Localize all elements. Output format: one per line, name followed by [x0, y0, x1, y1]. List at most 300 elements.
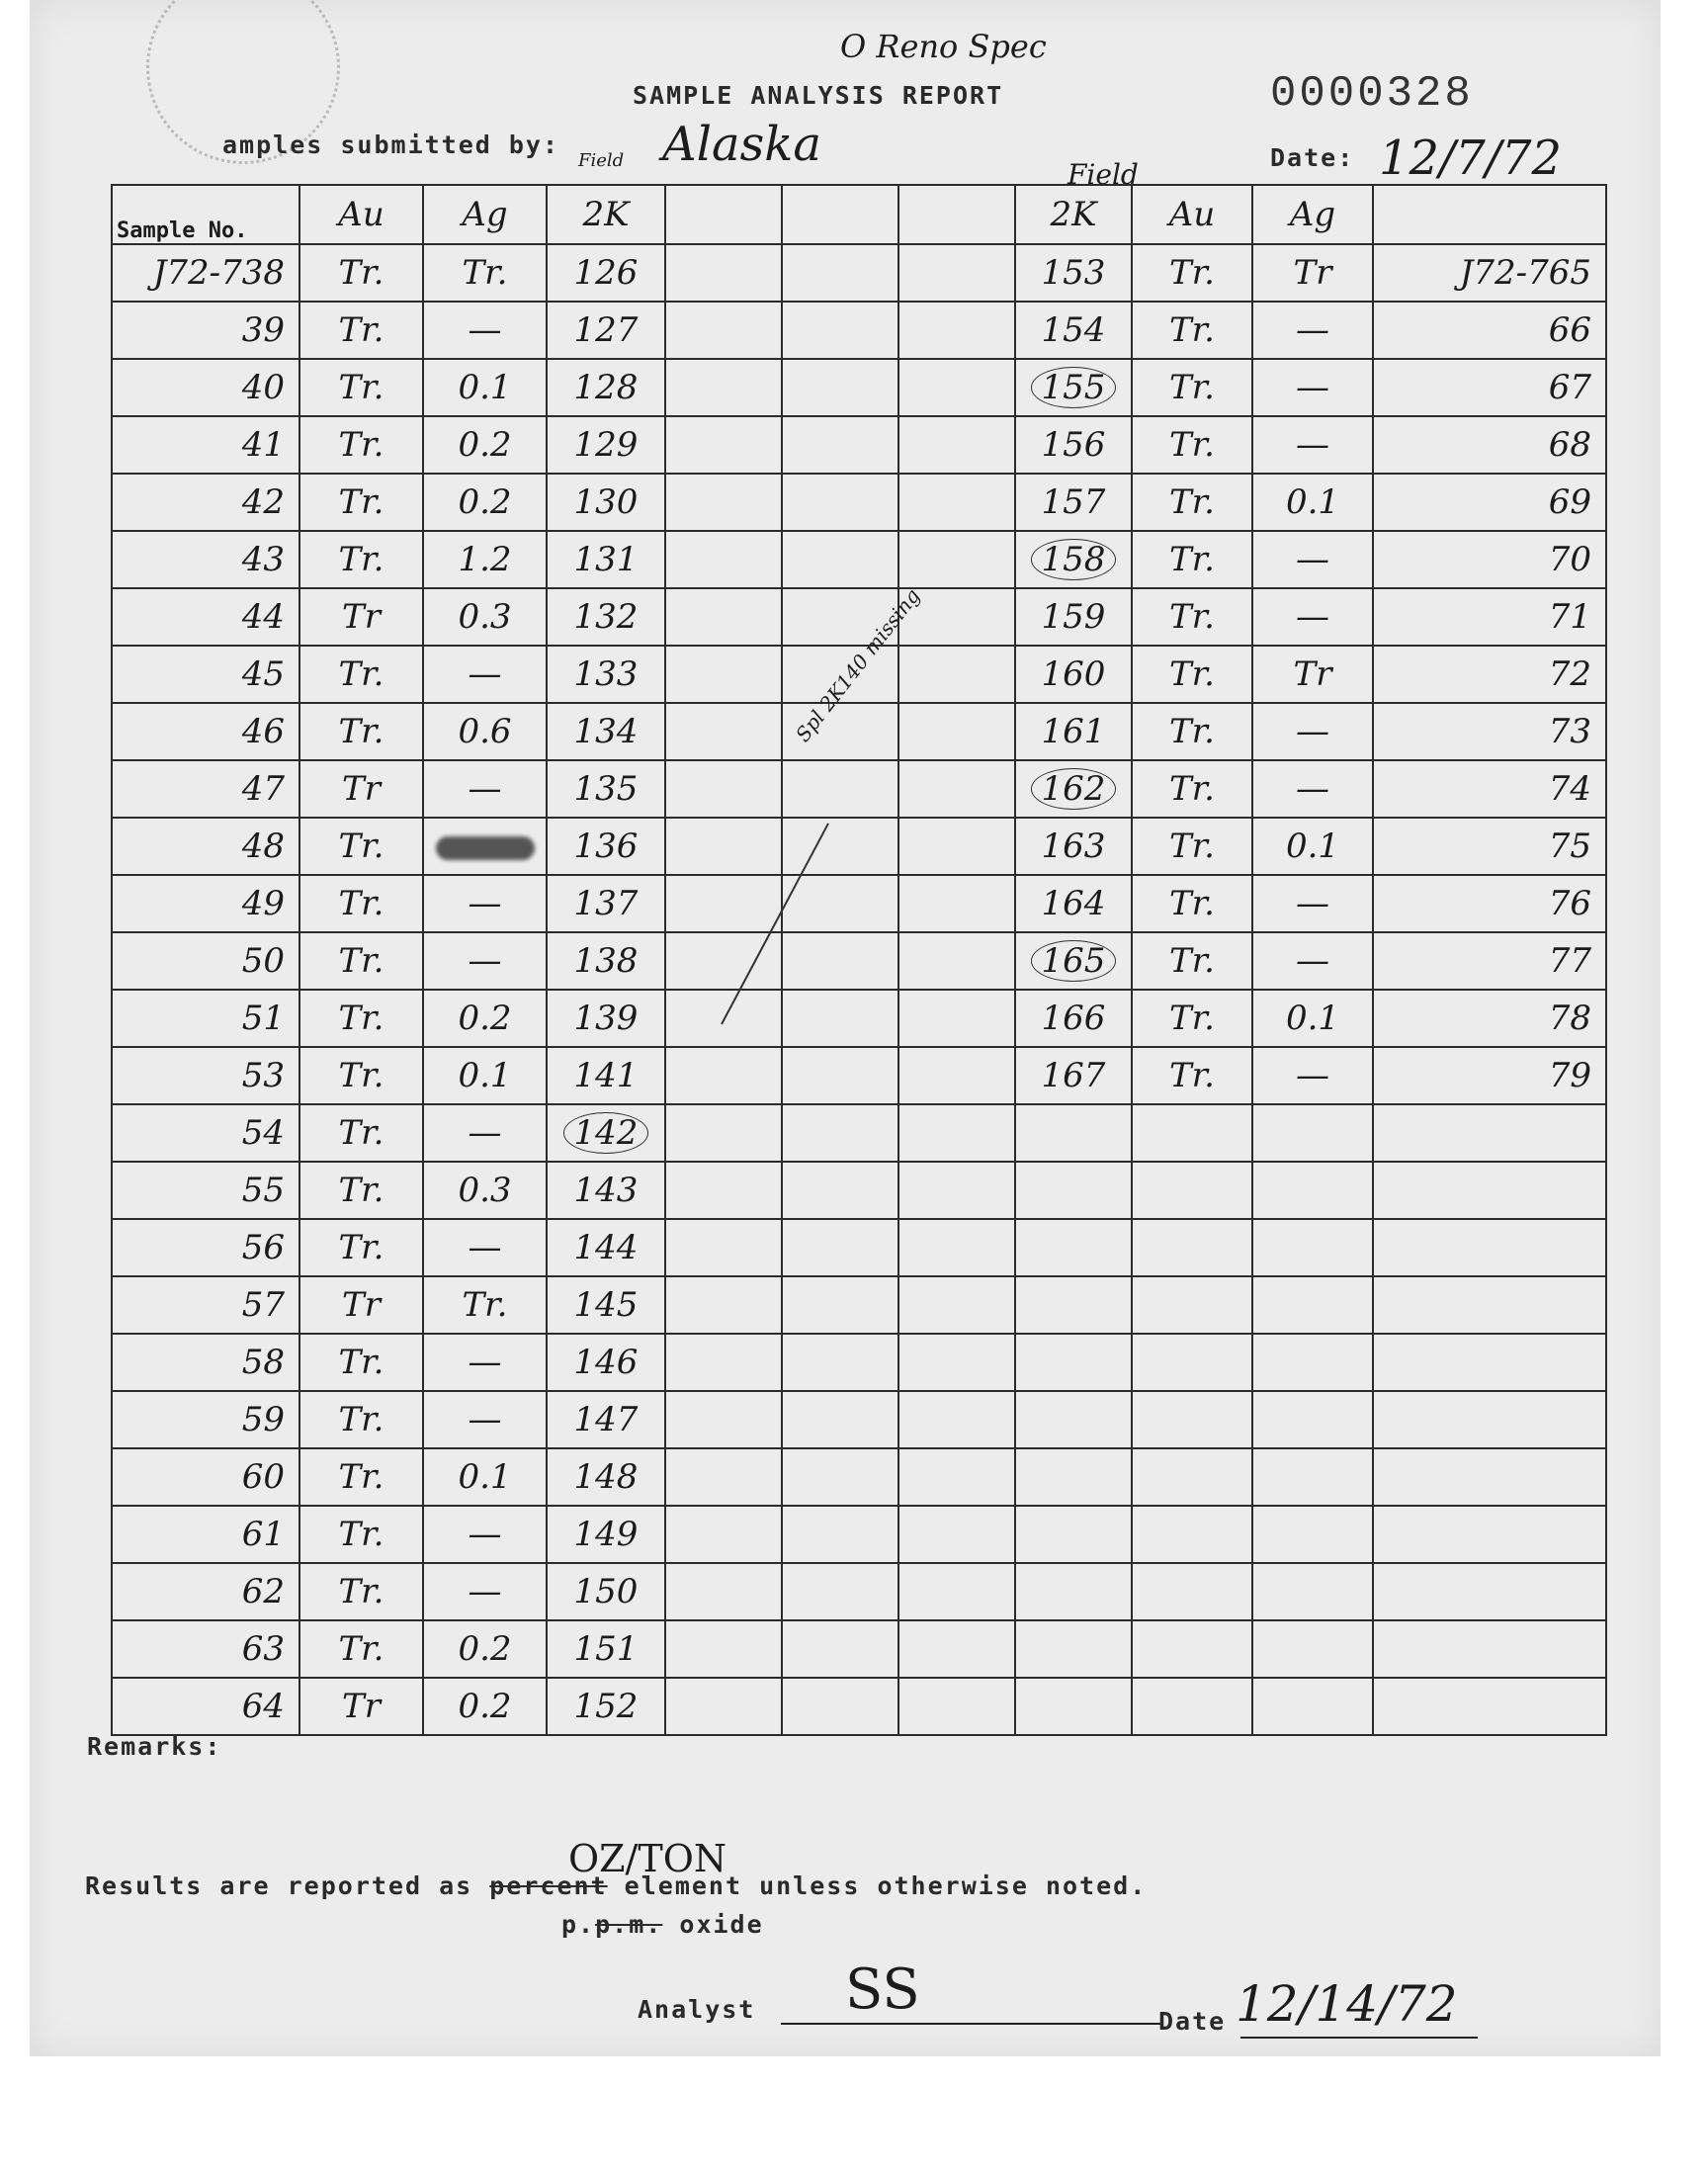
- ag-cell-right: 0.1: [1252, 818, 1373, 875]
- empty-cell: [665, 1334, 782, 1391]
- au-cell: Tr.: [299, 1219, 423, 1276]
- results-line2: [561, 1910, 764, 1939]
- date-value: 12/7/72: [1379, 130, 1563, 186]
- 2k-cell: 134: [547, 703, 665, 760]
- ag-cell-right: Tr: [1252, 646, 1373, 703]
- empty-cell: [782, 1219, 898, 1276]
- empty-cell: [782, 875, 898, 932]
- table-row: [112, 1391, 1606, 1448]
- 2k-cell: 128: [547, 359, 665, 416]
- sample-number-cell: 40: [112, 359, 299, 416]
- circled-value: 162: [1031, 768, 1117, 810]
- 2k-cell-right: 154: [1015, 302, 1132, 359]
- submitted-by-label: amples submitted by:: [222, 130, 560, 159]
- ag-cell-right: 0.1: [1252, 474, 1373, 531]
- remarks-label: Remarks:: [87, 1732, 222, 1761]
- 2k-cell-right: 160: [1015, 646, 1132, 703]
- empty-cell: [1373, 1219, 1606, 1276]
- empty-cell: [1373, 1620, 1606, 1678]
- table-row: [112, 588, 1606, 646]
- ag-cell: 0.6: [423, 703, 547, 760]
- sample-number-cell: 49: [112, 875, 299, 932]
- sample-number-cell-right: 66: [1373, 302, 1606, 359]
- ag-cell: [423, 818, 547, 875]
- 2k-cell-right: [1015, 760, 1132, 818]
- empty-cell: [665, 474, 782, 531]
- empty-cell: [898, 1047, 1015, 1104]
- au-cell: Tr.: [299, 302, 423, 359]
- header-cell: [665, 185, 782, 244]
- au-cell: Tr.: [299, 818, 423, 875]
- empty-cell: [665, 1219, 782, 1276]
- au-cell: Tr.: [299, 703, 423, 760]
- ag-cell: —: [423, 1104, 547, 1162]
- empty-cell: [898, 1334, 1015, 1391]
- document-number: 0000328: [1270, 69, 1474, 119]
- ag-cell: —: [423, 302, 547, 359]
- results-unit-handwritten: OZ/TON: [568, 1837, 727, 1880]
- ag-cell: 0.1: [423, 1448, 547, 1506]
- header-cell: 2K: [547, 185, 665, 244]
- empty-cell: [665, 531, 782, 588]
- ag-cell: 0.2: [423, 990, 547, 1047]
- ag-cell-right: Tr: [1252, 244, 1373, 302]
- empty-cell: [898, 990, 1015, 1047]
- au-cell: Tr: [299, 1678, 423, 1735]
- sample-number-cell-right: 75: [1373, 818, 1606, 875]
- 2k-cell: 149: [547, 1506, 665, 1563]
- empty-cell: [1015, 1104, 1132, 1162]
- sample-number-cell-right: 74: [1373, 760, 1606, 818]
- empty-cell: [1015, 1334, 1132, 1391]
- empty-cell: [782, 760, 898, 818]
- au-cell-right: Tr.: [1132, 818, 1252, 875]
- empty-cell: [1373, 1391, 1606, 1448]
- empty-cell: [665, 1506, 782, 1563]
- sample-number-cell: 57: [112, 1276, 299, 1334]
- sample-number-cell: 51: [112, 990, 299, 1047]
- empty-cell: [1015, 1563, 1132, 1620]
- empty-cell: [898, 1563, 1015, 1620]
- results-statement: [85, 1871, 1147, 1900]
- sample-number-cell: 39: [112, 302, 299, 359]
- header-cell: [782, 185, 898, 244]
- empty-cell: [782, 1448, 898, 1506]
- sample-number-cell: 55: [112, 1162, 299, 1219]
- ag-cell-right: —: [1252, 875, 1373, 932]
- ag-cell-right: —: [1252, 760, 1373, 818]
- empty-cell: [1252, 1448, 1373, 1506]
- au-cell: Tr.: [299, 1563, 423, 1620]
- au-cell-right: Tr.: [1132, 588, 1252, 646]
- header-cell: Ag: [423, 185, 547, 244]
- table-row: [112, 1334, 1606, 1391]
- ag-cell-right: —: [1252, 703, 1373, 760]
- date-label: Date:: [1270, 143, 1355, 172]
- au-cell: Tr.: [299, 1620, 423, 1678]
- au-cell-right: Tr.: [1132, 875, 1252, 932]
- empty-cell: [782, 1104, 898, 1162]
- ag-cell: 0.3: [423, 588, 547, 646]
- au-cell: Tr.: [299, 1047, 423, 1104]
- ag-cell: 0.3: [423, 1162, 547, 1219]
- empty-cell: [1373, 1276, 1606, 1334]
- ag-cell-right: —: [1252, 932, 1373, 990]
- sample-number-cell: 58: [112, 1334, 299, 1391]
- sample-number-cell: 42: [112, 474, 299, 531]
- table-row: [112, 1104, 1606, 1162]
- empty-cell: [898, 703, 1015, 760]
- results-line2-prefix: p.: [561, 1910, 596, 1939]
- au-cell-right: Tr.: [1132, 932, 1252, 990]
- empty-cell: [898, 1104, 1015, 1162]
- au-cell: Tr.: [299, 1448, 423, 1506]
- empty-cell: [665, 244, 782, 302]
- ag-cell: 0.1: [423, 359, 547, 416]
- empty-cell: [898, 302, 1015, 359]
- report-title: SAMPLE ANALYSIS REPORT: [633, 81, 1004, 110]
- 2k-cell: 133: [547, 646, 665, 703]
- ag-cell: —: [423, 1334, 547, 1391]
- sample-number-cell: 48: [112, 818, 299, 875]
- header-cell: 2K: [1015, 185, 1132, 244]
- header-cell: Ag: [1252, 185, 1373, 244]
- table-row: [112, 990, 1606, 1047]
- empty-cell: [1132, 1678, 1252, 1735]
- sample-analysis-table: [111, 184, 1607, 1736]
- results-struck-percent: percent: [489, 1871, 608, 1900]
- sample-number-cell: 45: [112, 646, 299, 703]
- sample-number-cell-right: 71: [1373, 588, 1606, 646]
- sample-number-cell: 63: [112, 1620, 299, 1678]
- 2k-cell-right: 153: [1015, 244, 1132, 302]
- au-cell: Tr.: [299, 1104, 423, 1162]
- empty-cell: [782, 531, 898, 588]
- sample-number-cell-right: 68: [1373, 416, 1606, 474]
- 2k-cell: 137: [547, 875, 665, 932]
- 2k-cell-right: 164: [1015, 875, 1132, 932]
- 2k-cell: 146: [547, 1334, 665, 1391]
- empty-cell: [782, 416, 898, 474]
- ink-smudge-icon: [436, 836, 535, 860]
- empty-cell: [1132, 1334, 1252, 1391]
- field-note-left: Field: [578, 150, 625, 171]
- table-row: [112, 1276, 1606, 1334]
- table-row: [112, 932, 1606, 990]
- header-cell: Sample No.: [112, 185, 299, 244]
- ag-cell: Tr.: [423, 1276, 547, 1334]
- empty-cell: [1252, 1334, 1373, 1391]
- au-cell-right: Tr.: [1132, 646, 1252, 703]
- sample-number-cell: 50: [112, 932, 299, 990]
- au-cell: Tr: [299, 760, 423, 818]
- empty-cell: [1252, 1219, 1373, 1276]
- ag-cell: —: [423, 1506, 547, 1563]
- au-cell: Tr.: [299, 531, 423, 588]
- empty-cell: [665, 818, 782, 875]
- empty-cell: [898, 932, 1015, 990]
- results-line2-struck: p.m.: [595, 1910, 663, 1939]
- 2k-cell: 151: [547, 1620, 665, 1678]
- empty-cell: [1132, 1620, 1252, 1678]
- empty-cell: [782, 1334, 898, 1391]
- sample-number-cell: 59: [112, 1391, 299, 1448]
- ag-cell: 0.2: [423, 1620, 547, 1678]
- ag-cell: 1.2: [423, 531, 547, 588]
- ag-cell: —: [423, 646, 547, 703]
- ag-cell-right: —: [1252, 416, 1373, 474]
- empty-cell: [782, 1391, 898, 1448]
- empty-cell: [1252, 1162, 1373, 1219]
- empty-cell: [1015, 1620, 1132, 1678]
- table-row: [112, 359, 1606, 416]
- table-row: [112, 1162, 1606, 1219]
- empty-cell: [665, 302, 782, 359]
- submitted-by-value: Alaska: [662, 117, 821, 172]
- ag-cell: 0.2: [423, 1678, 547, 1735]
- table-row: [112, 1047, 1606, 1104]
- 2k-cell-right: 166: [1015, 990, 1132, 1047]
- empty-cell: [1015, 1391, 1132, 1448]
- header-cell: Au: [299, 185, 423, 244]
- empty-cell: [782, 302, 898, 359]
- empty-cell: [665, 1162, 782, 1219]
- empty-cell: [1015, 1162, 1132, 1219]
- empty-cell: [1015, 1448, 1132, 1506]
- au-cell: Tr.: [299, 646, 423, 703]
- ag-cell: —: [423, 1563, 547, 1620]
- empty-cell: [898, 760, 1015, 818]
- ag-cell-right: —: [1252, 1047, 1373, 1104]
- au-cell: Tr: [299, 1276, 423, 1334]
- empty-cell: [1373, 1506, 1606, 1563]
- analyst-signature-line: [781, 2023, 1161, 2025]
- sample-number-cell: J72-738: [112, 244, 299, 302]
- 2k-cell: 145: [547, 1276, 665, 1334]
- empty-cell: [898, 416, 1015, 474]
- empty-cell: [1252, 1276, 1373, 1334]
- 2k-cell: 132: [547, 588, 665, 646]
- top-note: O Reno Spec: [840, 28, 1047, 65]
- empty-cell: [665, 1276, 782, 1334]
- sample-number-cell-right: J72-765: [1373, 244, 1606, 302]
- empty-cell: [1015, 1219, 1132, 1276]
- sample-number-cell: 53: [112, 1047, 299, 1104]
- sample-number-cell: 43: [112, 531, 299, 588]
- empty-cell: [1252, 1104, 1373, 1162]
- empty-cell: [665, 1563, 782, 1620]
- empty-cell: [1132, 1219, 1252, 1276]
- ag-cell: 0.2: [423, 416, 547, 474]
- footer-date-value: 12/14/72: [1236, 1975, 1458, 2033]
- table-row: [112, 302, 1606, 359]
- au-cell-right: Tr.: [1132, 302, 1252, 359]
- empty-cell: [1373, 1563, 1606, 1620]
- sample-number-cell: 64: [112, 1678, 299, 1735]
- empty-cell: [782, 818, 898, 875]
- empty-cell: [665, 359, 782, 416]
- empty-cell: [898, 359, 1015, 416]
- au-cell: Tr.: [299, 1391, 423, 1448]
- sample-number-cell: 61: [112, 1506, 299, 1563]
- empty-cell: [1373, 1162, 1606, 1219]
- empty-cell: [782, 474, 898, 531]
- empty-cell: [665, 1678, 782, 1735]
- sample-number-cell-right: 73: [1373, 703, 1606, 760]
- 2k-cell-right: 157: [1015, 474, 1132, 531]
- table-row: [112, 703, 1606, 760]
- empty-cell: [1373, 1678, 1606, 1735]
- sample-number-cell-right: 69: [1373, 474, 1606, 531]
- au-cell-right: Tr.: [1132, 703, 1252, 760]
- au-cell: Tr.: [299, 1162, 423, 1219]
- empty-cell: [1252, 1506, 1373, 1563]
- 2k-cell: 126: [547, 244, 665, 302]
- empty-cell: [898, 1448, 1015, 1506]
- 2k-cell: 150: [547, 1563, 665, 1620]
- empty-cell: [782, 1678, 898, 1735]
- au-cell-right: Tr.: [1132, 244, 1252, 302]
- circled-value: 158: [1031, 539, 1117, 580]
- 2k-cell-right: [1015, 932, 1132, 990]
- au-cell-right: Tr.: [1132, 416, 1252, 474]
- empty-cell: [782, 359, 898, 416]
- table-row: [112, 416, 1606, 474]
- table-row: [112, 244, 1606, 302]
- sample-number-cell-right: 70: [1373, 531, 1606, 588]
- empty-cell: [898, 531, 1015, 588]
- empty-cell: [1015, 1506, 1132, 1563]
- au-cell: Tr.: [299, 875, 423, 932]
- table-row: [112, 760, 1606, 818]
- empty-cell: [665, 1047, 782, 1104]
- ag-cell-right: —: [1252, 588, 1373, 646]
- empty-cell: [665, 703, 782, 760]
- empty-cell: [1252, 1678, 1373, 1735]
- empty-cell: [665, 1448, 782, 1506]
- empty-cell: [665, 646, 782, 703]
- ag-cell: —: [423, 875, 547, 932]
- au-cell-right: Tr.: [1132, 990, 1252, 1047]
- 2k-cell: 129: [547, 416, 665, 474]
- field-note-right: Field: [1068, 158, 1139, 191]
- empty-cell: [782, 1620, 898, 1678]
- 2k-cell: 130: [547, 474, 665, 531]
- empty-cell: [898, 1391, 1015, 1448]
- au-cell: Tr.: [299, 1506, 423, 1563]
- table-row: [112, 1563, 1606, 1620]
- table-row: [112, 818, 1606, 875]
- au-cell-right: Tr.: [1132, 474, 1252, 531]
- 2k-cell-right: [1015, 531, 1132, 588]
- empty-cell: [898, 818, 1015, 875]
- sample-number-cell-right: 78: [1373, 990, 1606, 1047]
- empty-cell: [898, 1620, 1015, 1678]
- au-cell-right: Tr.: [1132, 359, 1252, 416]
- au-cell-right: Tr.: [1132, 531, 1252, 588]
- ag-cell: 0.2: [423, 474, 547, 531]
- empty-cell: [1252, 1563, 1373, 1620]
- empty-cell: [665, 588, 782, 646]
- 2k-cell: 131: [547, 531, 665, 588]
- sample-number-cell: 44: [112, 588, 299, 646]
- empty-cell: [665, 1104, 782, 1162]
- empty-cell: [898, 646, 1015, 703]
- empty-cell: [898, 875, 1015, 932]
- table-row: [112, 1678, 1606, 1735]
- 2k-cell-right: 163: [1015, 818, 1132, 875]
- empty-cell: [782, 1506, 898, 1563]
- 2k-cell: 143: [547, 1162, 665, 1219]
- header-cell: [1373, 185, 1606, 244]
- empty-cell: [782, 1047, 898, 1104]
- ag-cell: —: [423, 1391, 547, 1448]
- table-row: [112, 1448, 1606, 1506]
- 2k-cell: 141: [547, 1047, 665, 1104]
- ag-cell-right: —: [1252, 531, 1373, 588]
- 2k-cell-right: 161: [1015, 703, 1132, 760]
- results-line2-suffix: oxide: [679, 1910, 764, 1939]
- empty-cell: [665, 875, 782, 932]
- 2k-cell: [547, 1104, 665, 1162]
- table-row: [112, 531, 1606, 588]
- au-cell: Tr.: [299, 1334, 423, 1391]
- empty-cell: [1252, 1391, 1373, 1448]
- 2k-cell: 127: [547, 302, 665, 359]
- table-header-row: [112, 185, 1606, 244]
- results-prefix: Results are reported as: [85, 1871, 473, 1900]
- sample-number-cell: 46: [112, 703, 299, 760]
- footer-date-line: [1240, 2037, 1478, 2039]
- table-row: [112, 1506, 1606, 1563]
- empty-cell: [782, 932, 898, 990]
- analyst-value: SS: [845, 1958, 920, 2022]
- sample-number-cell: 41: [112, 416, 299, 474]
- empty-cell: [665, 1391, 782, 1448]
- sample-number-cell: 56: [112, 1219, 299, 1276]
- 2k-cell: 135: [547, 760, 665, 818]
- empty-cell: [1373, 1448, 1606, 1506]
- 2k-cell: 152: [547, 1678, 665, 1735]
- au-cell-right: Tr.: [1132, 760, 1252, 818]
- ag-cell: Tr.: [423, 244, 547, 302]
- empty-cell: [1015, 1276, 1132, 1334]
- header-cell: [898, 185, 1015, 244]
- empty-cell: [898, 244, 1015, 302]
- empty-cell: [782, 1162, 898, 1219]
- 2k-cell-right: [1015, 359, 1132, 416]
- au-cell: Tr.: [299, 244, 423, 302]
- empty-cell: [1373, 1104, 1606, 1162]
- 2k-cell: 144: [547, 1219, 665, 1276]
- ag-cell: 0.1: [423, 1047, 547, 1104]
- ag-cell-right: —: [1252, 359, 1373, 416]
- table-row: [112, 1620, 1606, 1678]
- empty-cell: [782, 1276, 898, 1334]
- empty-cell: [665, 760, 782, 818]
- ag-cell-right: 0.1: [1252, 990, 1373, 1047]
- ag-cell-right: —: [1252, 302, 1373, 359]
- empty-cell: [898, 474, 1015, 531]
- empty-cell: [898, 1219, 1015, 1276]
- empty-cell: [898, 1678, 1015, 1735]
- ag-cell: —: [423, 932, 547, 990]
- 2k-cell-right: 167: [1015, 1047, 1132, 1104]
- empty-cell: [1132, 1448, 1252, 1506]
- au-cell: Tr: [299, 588, 423, 646]
- au-cell: Tr.: [299, 416, 423, 474]
- empty-cell: [1132, 1506, 1252, 1563]
